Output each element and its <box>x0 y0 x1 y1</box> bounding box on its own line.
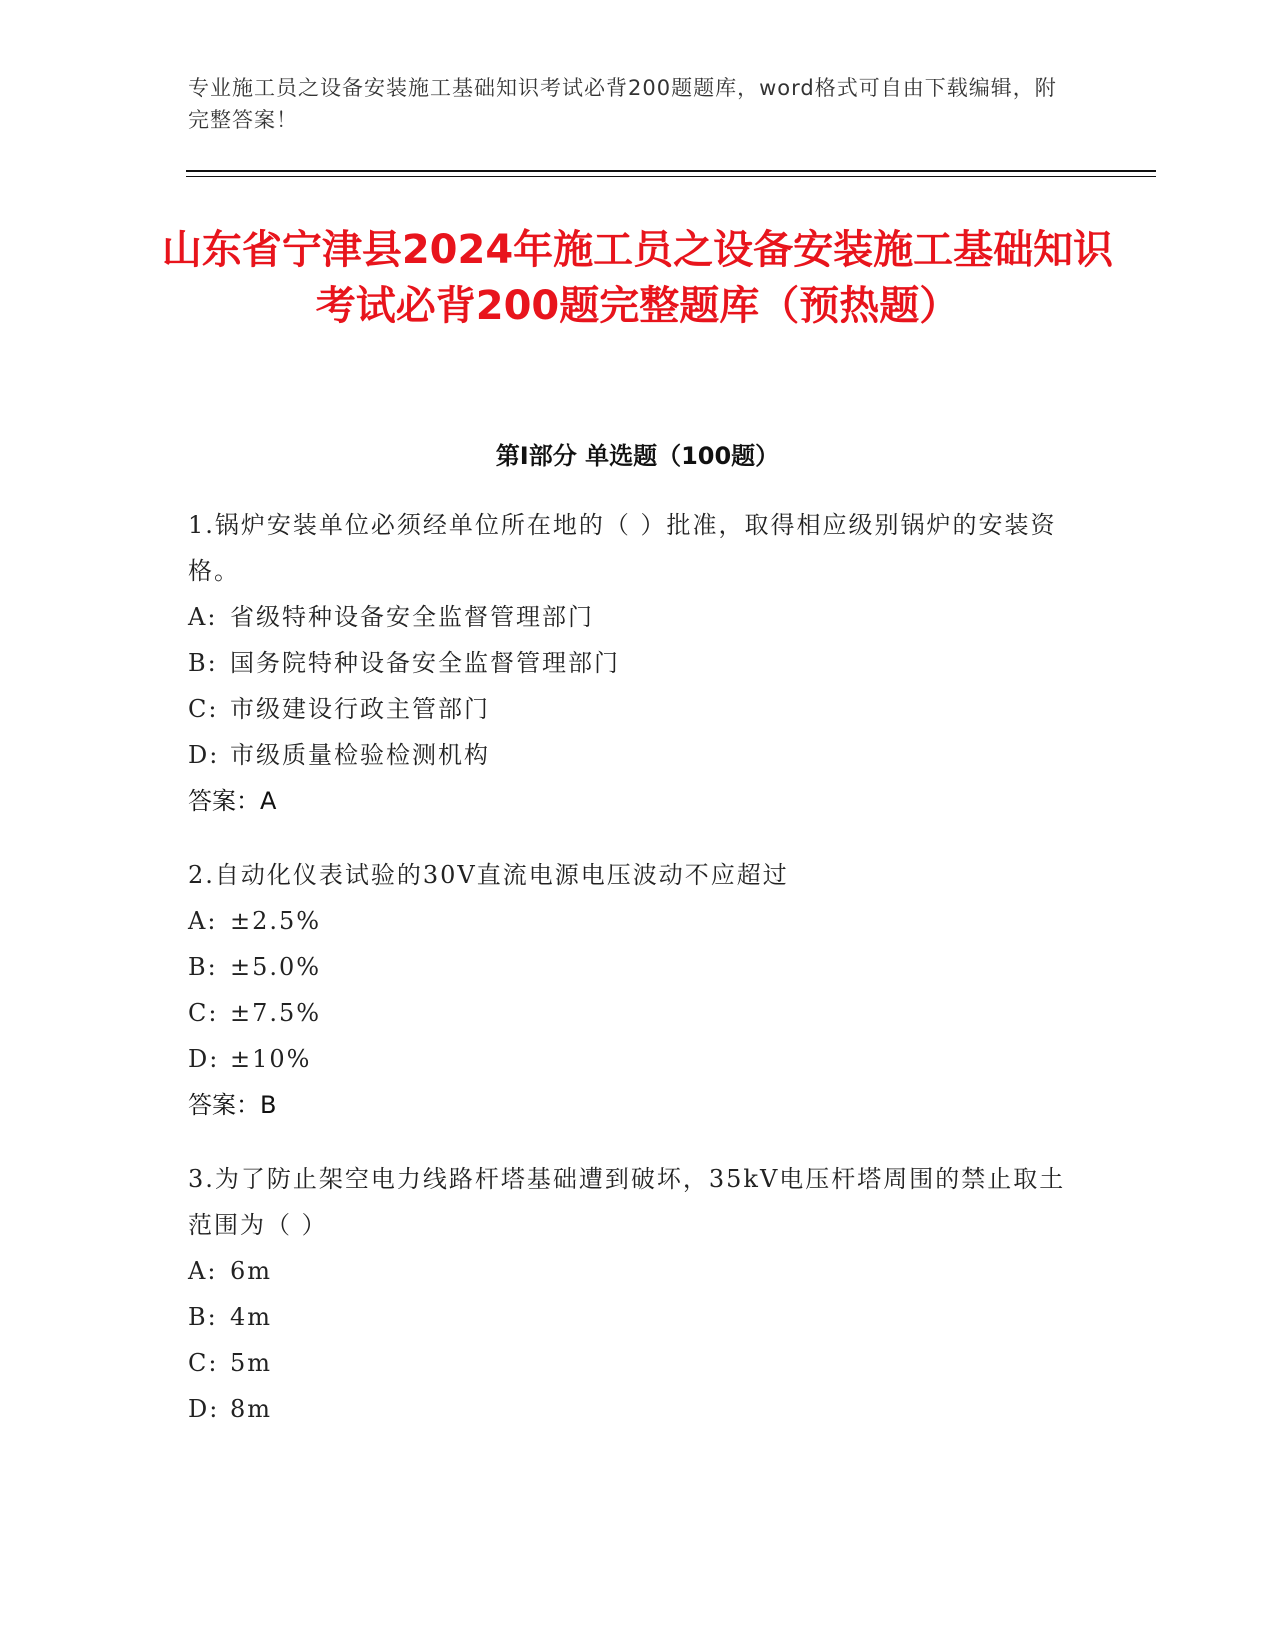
option-d <box>188 1386 1088 1432</box>
option-a <box>188 898 1088 944</box>
option-b <box>188 944 1088 990</box>
document-title: 山东省宁津县2024年施工员之设备安装施工基础知识考试必背200题完整题库（预热题） <box>161 227 1114 329</box>
option-key: C: <box>188 695 219 723</box>
option-text: 4m <box>230 1303 273 1331</box>
answer-label: 答案： <box>188 1091 260 1119</box>
option-key: C: <box>188 999 219 1027</box>
option-text: ±7.5% <box>230 999 322 1027</box>
option-text: 5m <box>230 1349 273 1377</box>
answer-line <box>188 778 1088 824</box>
answer-value: B <box>260 1091 277 1119</box>
question-stem: 2.自动化仪表试验的30V直流电源电压波动不应超过 <box>188 861 789 889</box>
option-b <box>188 640 1088 686</box>
option-text: 市级质量检验检测机构 <box>230 741 490 769</box>
question-stem: 3.为了防止架空电力线路杆塔基础遭到破坏，35kV电压杆塔周围的禁止取土范围为（ ） <box>188 1165 1066 1239</box>
option-c <box>188 990 1088 1036</box>
question-3 <box>188 1156 1088 1432</box>
option-a <box>188 594 1088 640</box>
answer-label: 答案： <box>188 787 260 815</box>
option-d <box>188 732 1088 778</box>
option-text: 国务院特种设备安全监督管理部门 <box>230 649 620 677</box>
option-key: D: <box>188 1395 220 1423</box>
option-key: A: <box>188 603 218 631</box>
option-key: C: <box>188 1349 219 1377</box>
option-c <box>188 1340 1088 1386</box>
option-text: 8m <box>230 1395 273 1423</box>
section-heading: 第I部分 单选题（100题） <box>495 442 780 470</box>
option-text: 省级特种设备安全监督管理部门 <box>230 603 594 631</box>
option-key: D: <box>188 741 220 769</box>
option-d <box>188 1036 1088 1082</box>
option-key: A: <box>188 907 218 935</box>
option-key: A: <box>188 1257 218 1285</box>
header-note: 专业施工员之设备安装施工基础知识考试必背200题题库，word格式可自由下载编辑，附完整答案！ <box>188 76 1057 132</box>
option-c <box>188 686 1088 732</box>
option-text: 6m <box>230 1257 273 1285</box>
option-text: ±5.0% <box>230 953 322 981</box>
header-divider-thin <box>186 176 1156 177</box>
option-text: ±2.5% <box>230 907 322 935</box>
option-key: B: <box>188 649 218 677</box>
option-text: ±10% <box>230 1045 312 1073</box>
option-b <box>188 1294 1088 1340</box>
question-1 <box>188 502 1088 824</box>
option-key: B: <box>188 953 218 981</box>
question-2 <box>188 852 1088 1128</box>
answer-line <box>188 1082 1088 1128</box>
option-key: B: <box>188 1303 218 1331</box>
option-a <box>188 1248 1088 1294</box>
header-divider-thick <box>186 170 1156 172</box>
question-stem: 1.锅炉安装单位必须经单位所在地的（ ）批准，取得相应级别锅炉的安装资格。 <box>188 511 1057 585</box>
answer-value: A <box>260 787 277 815</box>
option-text: 市级建设行政主管部门 <box>230 695 490 723</box>
option-key: D: <box>188 1045 220 1073</box>
